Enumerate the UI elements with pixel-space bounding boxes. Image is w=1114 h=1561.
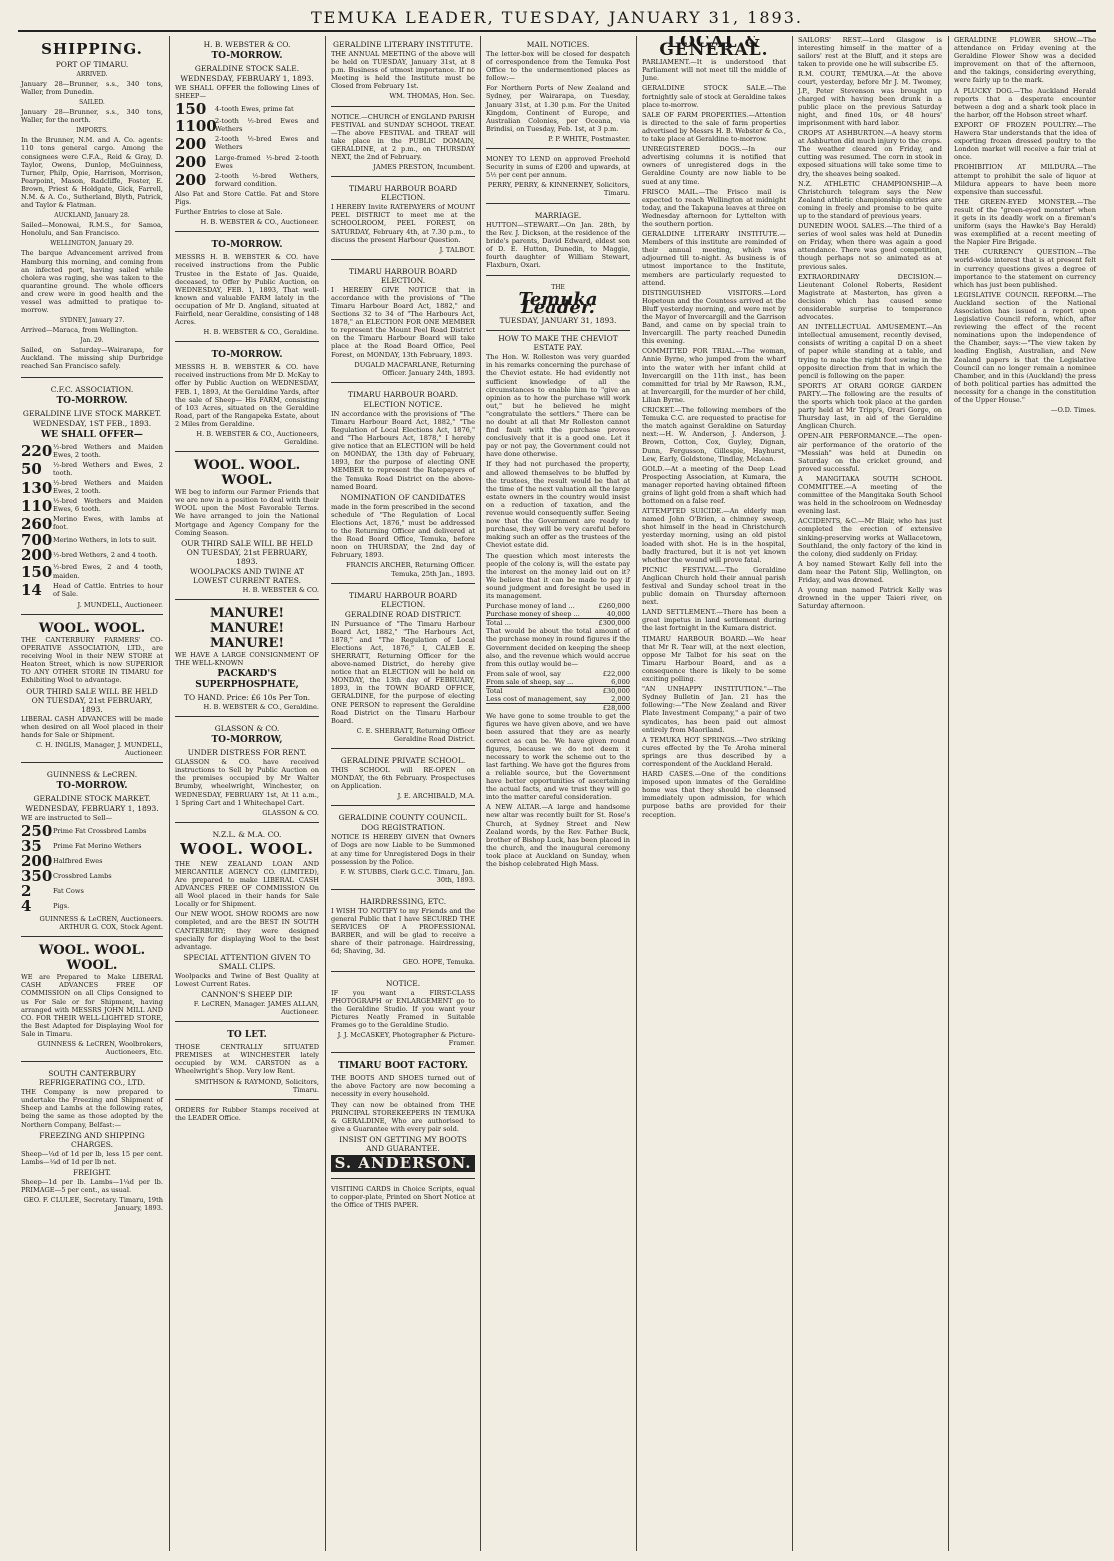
boot-signature: S. ANDERSON. [331,1155,475,1172]
lot-row: 130 ½-bred Wethers and Maiden Ewes, 2 tooth. [21,478,163,497]
news-item: ATTEMPTED SUICIDE.—An elderly man named John O'Brien, a chimney sweep, shot himself in the head in Christchurch yesterday morning, using an old pistol loaded with shot. He is in the hospital, badly fractured, but it is not yet known whether the wound will prove fatal. [642,507,786,564]
guinness-tomorrow: TO-MORROW. [56,780,128,791]
harbour1-title: TIMARU HARBOUR BOARD ELECTION. [348,184,458,203]
school-text: THIS SCHOOL will RE-OPEN on MONDAY, the 6th February. Prospectuses on Application. [331,766,475,791]
wool-title: WOOL. WOOL. [38,620,146,636]
webster-heading: H. B. WEBSTER & CO. [203,40,291,49]
nzl-advert [175,826,319,1022]
lot-row: 200 2-tooth ½-bred Wethers, forward condition. [175,171,319,190]
harbour3-title: TIMARU HARBOUR BOARD. [347,389,459,399]
news-item: "AN UNHAPPY INSTITUTION."—The Sydney Bulletin of Jan. 21 has the following:—"The New Zealand and River Plate Investment Company," a pair of two syndicates, has been paid out almost entirely from Maoriland. [642,685,786,734]
nzl-special: SPECIAL ATTENTION GIVEN TO SMALL CLIPS. [183,952,311,971]
harbour-election-1 [331,180,475,260]
freight-rates: Sheep—1d per lb. Lambs—1¼d per lb. PRIMAGE—5 per cent., as usual. [21,1177,163,1194]
news-item: THE CURRENCY QUESTION.—The world-wide interest that is at present felt in currency questions gives a degree of importance to the statement on currency which has just been published. [954,248,1096,289]
news-item: EXTRAORDINARY DECISION.—Lieutenant Colonel Roberts, Resident Magistrate at Masterton, has given a decision which has caused some considerable surprise to temperance advocates. [798,272,942,322]
jan29-text: Sailed, on Saturday—Wairarapa, for Auckland. The missing ship Durbridge reached San Francisco safely. [21,346,163,371]
lot-row: 220 ½-bred Wethers and Maiden Ewes, 2 tooth. [21,442,163,461]
webster-wool-title: WOOL. WOOL. WOOL. [193,458,301,489]
arrived-text: January 28—Brunner, s.s., 340 tons, Waller, from Dunedin. [21,80,163,97]
purchase-table [486,602,630,627]
table-row: From sale of wool, say £22,000 [486,669,630,678]
guinness-sale: GERALDINE STOCK MARKET. [33,793,151,803]
guinness-wool-text: WE are Prepared to Make LIBERAL CASH ADVANCES FREE OF COMMISSION on all Clips Consigned to us For Sale or for Shipment, having arranged with MESSRS JOHN MILL AND CO. FOR THEIR WELL-LIGHTED STORE, the Best Adapted for Displaying Wool for Sale in Timaru. [21,973,163,1038]
table-row: Total ... £300,000 [486,619,630,628]
literary-title: GERALDINE LITERARY INSTITUTE. [333,40,473,49]
news-item: OPEN-AIR PERFORMANCE.—The open-air performance of the oratorio of the "Messiah" was held at Dunedin on Saturday on the cricket ground, and proved successful. [798,432,942,473]
harbour1-signature: J. TALBOT. [439,245,475,254]
council-signature: F. W. STUBBS, Clerk G.C.C. Timaru, Jan. 30th, 1893. [340,867,475,884]
table-row: Total £30,000 [486,687,630,695]
jan29-dateline: Jan. 29. [80,337,104,345]
news-item: A boy named Stewart Kelly fell into the dam near the Patent Slip, Wellington, on Friday, and was drowned. [798,559,942,584]
glasson-signature: GLASSON & CO. [262,808,319,817]
manure-brand: PACKARD'S SUPERPHOSPHATE, [195,669,299,691]
lot-row: 35 Prime Fat Merino Wethers [21,837,142,856]
cfc-date: WEDNESDAY, 1ST FEB., 1893. [32,418,152,428]
orders-advert [175,1103,319,1128]
tolet-signature: SMITHSON & RAYMOND, Solicitors, Timaru. [194,1077,319,1094]
wool-text: THE CANTERBURY FARMERS' CO-OPERATIVE ASSOCIATION, LTD., are receiving Wool in their NEW STORE at Heaton Street, which is now SUPERIOR TO ANY OTHER STORE IN TIMARU for Exhibiting Wool to advantage. [21,635,163,685]
third-sale: OUR THIRD SALE WILL BE HELD ON TUESDAY, 21st FEBRUARY, 1893. [26,686,158,714]
nzl-heading: N.Z.L. & M.A. CO. [212,829,282,839]
imports-label: IMPORTS. [76,127,108,135]
masthead-rule [18,30,1096,32]
arrived-label: ARRIVED. [76,71,108,78]
glasson-sub: UNDER DISTRESS FOR RENT. [187,748,307,758]
glasson-tomorrow: TO-MORROW, [211,735,283,746]
cfc-tomorrow: TO-MORROW. [56,395,128,406]
leader-paragraph: The question which most interests the people of the colony is, will the estate pay the interest on the money laid out on it? We believe that it can be made to pay if sound judgment and foresight be used in its management. [486,551,630,600]
news-item: A young man named Patrick Kelly was drowned in the upper Taieri river, on Saturday afternoon. [798,586,942,611]
nzl-signature: F. LeCREN, Manager. JAMES ALLAN, Auctioneer. [193,1000,319,1017]
farm-tomorrow: TO-MORROW. [211,240,283,251]
boot-insist: INSIST ON GETTING MY BOOTS AND GUARANTEE. [339,1134,467,1153]
webster-also: Also Fat and Store Cattle. Fat and Store Pigs. [175,189,319,207]
marriage-text: HUTTON—STEWART.—On Jan. 28th, by the Rev. J. Dickson, at the residence of the bride's parents, David Edward, eldest son of D. E. Hutton, Dunedin, to Maggie, fourth daughter of William Stewart, Flaxburn, Oxari. [486,220,630,269]
webster-third-sale: OUR THIRD SALE WILL BE HELD ON TUESDAY, 21st FEBRUARY, 1893. [181,538,313,566]
refrigerating-advert [21,1065,163,1217]
news-item: A MANGITAKA SOUTH SCHOOL COMMITTEE.—A meeting of the committee of the Mangitaka South School was held in the schoolroom on Wednesday evening last. [798,474,942,516]
tolet-text: THOSE CENTRALLY SITUATED PREMISES at WINCHESTER lately occupied by W.M. CARSTON as a Wheelwright's Shop. Very low Rent. [175,1043,319,1076]
news-item: A TEMUKA HOT SPRINGS.—Two striking cures effected by the Te Aroha mineral springs are thus described by a correspondent of the Auckland Herald. [642,735,786,768]
lot-row: 110 ½-bred Wethers and Maiden Ewes, 6 tooth. [21,496,163,515]
news-item: GERALDINE FLOWER SHOW.—The attendance on Friday evening at the Geraldine Flower Show was a decided improvement on that of the afternoon, and the takings, considering everything, were fairly up to the mark. [954,36,1096,85]
harbour1-text: I HEREBY Invite RATEPAYERS of MOUNT PEEL DISTRICT to meet me at the SCHOOLROOM, PEEL FOREST, on SATURDAY, February 4th, at 7.30 p.m., to discuss the present Harbour Question. [331,203,475,244]
freezing-rates: Sheep—¼d of 1d per lb, less 15 per cent. Lambs—¼d of 1d per lb net. [21,1149,163,1166]
leader-paragraph: That would be about the total amount of the purchase money in round figures if the Government decided on keeping the sheep also, and the revenue which would accrue from this outlay would be— [486,627,630,668]
leader-article [486,334,630,868]
guinness-wool-signature: GUINNESS & LeCREN, Woolbrokers, Auctioneers, Etc. [37,1040,163,1057]
notice-title: NOTICE. [385,978,421,988]
column-notices [328,36,478,1551]
glasson-heading: GLASSON & CO. [214,724,280,734]
wellington-text: The barque Advancement arrived from Hamburg this morning, and coming from an infected port, having sailed while cholera was raging, she was taken to the quarantine ground. The whole officers and crew were in good health and the vessel was admitted to pratique to-morrow. [21,249,163,315]
lot-row: 50 ½-bred Wethers and Ewes, 2 tooth. [21,460,163,479]
cfc-signature: J. MUNDELL, Auctioneer. [77,600,163,609]
manure-advert [175,603,319,717]
mckay-text: MESSRS H. B. WEBSTER & CO. have received instructions from Mr D. McKay to offer by Public Auction on WEDNESDAY, FEB. 1, 1893, At the Geraldine Yards, after the sale of Sheep— His FARM, consisting of 103 Acres, situated on the Geraldine Road, part of the Rangapeka Estate, about 2 Miles from Geraldine. [175,363,319,428]
webster-signature: H. B. WEBSTER & CO., Auctioneer. [200,218,319,227]
news-item: N.Z. ATHLETIC CHAMPIONSHIP.—A Christchurch telegram says the New Zealand athletic championship entries are coming in freely and promise to be quite up to the standard of previous years. [798,179,942,220]
lot-row: 700 Merino Wethers, in lots to suit. [21,531,157,550]
webster-date: WEDNESDAY, FEBRUARY 1, 1893. [180,74,314,83]
cfc-heading: C.F.C. ASSOCIATION. [50,384,134,394]
news-item: CRICKET.—The following members of the Temuka C.C. are requested to practise for the match against Geraldine on Saturday next:—H. W. Anderson, J. Anderson, J. Brown, Cotton, Cox, Guyley, Dignan, Dunn, Fergusson, Gillespie, Hayhurst, Lew, Early, Goldstone, Tindlay, McLean. [642,406,786,463]
money-text: MONEY TO LEND on approved Freehold Security in sums of £200 and upwards, at 5½ per cent per annum. [486,155,630,180]
lot-row: 150 4-tooth Ewes, prime fat [175,100,294,119]
lot-row: 350 Crossbred Lambs [21,867,112,886]
farm-text: MESSRS H. B. WEBSTER & CO. have received instructions from the Public Trustee in the Estate of Jas. Quaide, deceased, to Offer by Public Auction, on WEDNESDAY, FEB. 1, 1893, That well-known and valuable FARM lately in the occupation of Mr D. Angland, situated at Fairfield, near Geraldine, consisting of 148 Acres. [175,253,319,327]
harbour2-signature: DUGALD MACFARLANE, Returning Officer. January 24th, 1893. [354,360,475,377]
marriage-title: MARRIAGE. [534,210,582,220]
webster-offer: WE SHALL OFFER the following Lines of SHEEP— [175,84,319,101]
manure-title: MANURE! MANURE! MANURE! [209,605,285,651]
column-leader [483,36,633,1551]
lot-row: 200 Halfbred Ewes [21,852,103,871]
hair-title: HAIRDRESSING, ETC. [359,896,447,906]
hairdressing-advert [331,893,475,972]
liberal-text: LIBERAL CASH ADVANCES will be made when desired on all Wool placed in their hands for Sale or Shipment. [21,714,163,739]
visiting-cards-advert [331,1182,475,1215]
nameplate-title: Temuka Leader. [518,289,598,319]
guinness-heading: GUINNESS & LeCREN. [46,769,138,779]
column-news-continued [795,36,945,1551]
shipping-title: SHIPPING. [41,40,143,58]
guinness-wool-advert [21,940,163,1062]
nameplate-the: THE [551,284,565,292]
nameplate-date: TUESDAY, JANUARY 31, 1893. [499,316,617,326]
news-item: COMMITTED FOR TRIAL.—The woman, Annie Byrne, who jumped from the wharf into the water with her infant child at Invercargill on the 11th inst., has been committed for trial by Mr Rawson, R.M., at Invercargill, for the murder of her child, Lilian Byrne. [642,347,786,404]
lot-row: 260 Merino Ewes, with lambs at foot. [21,514,163,533]
table-row: Less cost of management, say 2,000 [486,695,630,704]
mckay-tomorrow: TO-MORROW. [211,350,283,361]
guinness-wool-title: WOOL. WOOL. WOOL. [38,943,146,974]
hair-signature: GEO. HOPE, Temuka. [402,957,475,966]
visiting-text: VISITING CARDS in Choice Scripts, equal to copper-plate, Printed on Short Notice at the Office of THIS PAPER. [331,1184,475,1210]
column-divider [325,36,326,1551]
literary-signature: WM. THOMAS, Hon. Sec. [389,92,475,101]
column-local-general [639,36,789,1551]
farm-signature: H. B. WEBSTER & CO., Geraldine. [203,328,319,337]
news-item: UNREGISTERED DOGS.—In our advertising columns it is notified that owners of unregistered dogs in the Geraldine County are now liable to be sued at any time. [642,145,786,186]
source-credit: —O.D. Times. [1050,406,1096,415]
manure-signature: H. B. WEBSTER & CO., Geraldine. [203,703,319,712]
lot-row: 200 ½-bred Wethers, 2 and 4 tooth. [21,546,158,565]
cannon-dip: CANNON'S SHEEP DIP. [201,990,293,999]
table-row: From sale of sheep, say ... 6,000 [486,677,630,686]
news-item: PICNIC FESTIVAL.—The Geraldine Anglican Church hold their annual parish festival and Sunday school treat in the public domain on Thursday afternoon next. [642,565,786,607]
harbour2-title: TIMARU HARBOUR BOARD ELECTION. [348,266,458,285]
manure-text: WE HAVE A LARGE CONSIGNMENT OF THE WELL-KNOWN [175,650,319,667]
boot-title: TIMARU BOOT FACTORY. [338,1061,468,1072]
news-item: LEGISLATIVE COUNCIL REFORM.—The Auckland section of the National Association has issued a report upon Legislative Council reform, which, after reviewing the effect of the recent nominations upon the independence of the Chamber, says:—"The view taken by leading English, Australian, and New Zealand papers is that the Legislative Council can no longer remain a nominee Chamber, and in this (Auckland) the press of both political parties has admitted the necessity for a change in the constitution of the Upper House." [954,290,1096,405]
cfc-list [21,443,163,600]
auckland-dateline: AUCKLAND, January 28. [54,212,130,220]
webster-entries: Further Entries to close at Sale. [175,208,283,217]
column-shipping [18,36,166,1551]
nomination-heading: NOMINATION OF CANDIDATES [340,492,466,502]
council-sub: DOG REGISTRATION. [361,823,445,833]
table-row: Purchase money of sheep ... 40,000 [486,610,630,619]
leader-paragraph: If they had not purchased the property, and allowed themselves to be bluffed by the trustees, the result would be that at the time of the next valuation all the large estate owners in the country would insist on a reduction of taxation, and the revenue would consequently suffer. Seeing now that the Government are ready to purchase, they will be very careful before making such an offer as the trustees of the Cheviot estate did. [486,460,630,550]
mckay-signature: H. B. WEBSTER & CO., Auctioneers, Geraldine. [196,430,319,447]
lot-row: 14 Head of Cattle. Entries to hour of Sale. [21,581,163,600]
school-title: GERALDINE PRIVATE SCHOOL. [340,756,466,765]
mail-signature: P. P. WHITE, Postmaster. [548,134,630,143]
cfc-sale: GERALDINE LIVE STOCK MARKET. [22,408,162,418]
news-item: GERALDINE STOCK SALE.—The fortnightly sale of stock at Geraldine takes place to-morrow. [642,84,786,109]
refrigerating-text: THE Company is now prepared to undertake the Freezing and Shipment of Sheep and Lambs at the following rates, being the same as those adopted by the Northern Company, Belfast:— [21,1088,163,1129]
sydney-dateline: SYDNEY, January 27. [59,317,125,325]
news-item: DUNEDIN WOOL SALES.—The third of a series of wool sales was held at Dunedin on Friday, when there was again a good attendance. There was good competition, though perhaps not so animated as at previous sales. [798,222,942,271]
news-item: FRISCO MAIL.—The Frisco mail is expected to reach Wellington at midnight today, and the Takapuna leaves at three on Wednesday afternoon for Lyttelton with the southern portion. [642,187,786,228]
news-item: PROHIBITION AT MILDURA.—The attempt to prohibit the sale of liquor at Mildura appears to have been more expensive than successful. [954,163,1096,196]
webster-tomorrow: TO-MORROW. [211,51,283,61]
masthead-title: TEMUKA LEADER, TUESDAY, JANUARY 31, 1893. [310,8,803,27]
boot-text: THE BOOTS AND SHOES turned out of the above Factory are now becoming a necessity in every household. [331,1074,475,1099]
guinness-signature: GUINNESS & LeCREN, Auctioneers. ARTHUR G. COX, Stock Agent. [39,915,163,932]
council-title: GERALDINE COUNTY COUNCIL. [338,813,468,823]
glasson-advert [175,720,319,823]
nzl-wool-title: WOOL. WOOL. [180,839,314,858]
news-item: GOLD.—At a meeting of the Deep Lead Prospecting Association, at Kumara, the manager reported having obtained fifteen grains of light gold from a shaft which had bottomed on a false reef. [642,464,786,506]
school-signature: J. E. ARCHIBALD, M.A. [397,792,475,801]
freezing-sub: FREEZING AND SHIPPING CHARGES. [39,1130,145,1149]
mail-text: The letter-box will be closed for despatch of correspondence from the Temuka Post Office to the undermentioned places as follow:— [486,50,630,83]
guinness-advert [21,766,163,937]
hair-text: I WISH TO NOTIFY to my Friends and the general Public that I have SECURED THE SERVICES OF A PROFESSIONAL BARBER, and will be glad to receive a share of their patronage. Hairdressing, 6d; Shaving, 3d. [331,906,475,956]
glasson-text: GLASSON & CO. have received instructions to Sell by Public Auction on the premises occupied by Mr Walter Brumby, wheelwright, Winchester, on WEDNESDAY, FEBRUARY 1st, At 11 a.m., 1 Spring Cart and 1 Whitechapel Cart. [175,758,319,807]
news-item: ACCIDENTS, &C.—Mr Blair, who has just completed the erection of extensive sinking-preserving works at Wallacetown, Southland, the only factory of the kind in the colony, died suddenly on Friday. [798,517,942,558]
column-webster [172,36,322,1551]
church-signature: JAMES PRESTON, Incumbent. [373,163,475,172]
notice-signature: J. J. McCASKEY, Photographer & Picture-Framer. [337,1031,475,1048]
leader-title: HOW TO MAKE THE CHEVIOT ESTATE PAY. [498,334,618,353]
cfc-wool-advert [21,618,163,763]
notice-text: IF you want a FIRST-CLASS PHOTOGRAPH or ENLARGEMENT go to the Geraldine Studio. If you want your Pictures Neatly Framed in Suitable Frames go to the Geraldine Studio. [331,988,475,1029]
tolet-title: TO LET. [227,1030,267,1041]
wool-signature: C. H. INGLIS, Manager, J. MUNDELL, Auctioneer. [36,740,163,757]
geraldine-road-election [331,587,475,749]
gr-title: TIMARU HARBOUR BOARD ELECTION. [348,590,458,609]
column-divider [480,36,481,1551]
webster-wool-signature: H. B. WEBSTER & CO. [242,585,319,594]
lot-row: 150 ½-bred Ewes, 2 and 4 tooth, maiden. [21,563,163,582]
lot-row: 1100 2-tooth ½-bred Ewes and Wethers [175,116,319,135]
masthead [0,0,1114,26]
news-item: SALE OF FARM PROPERTIES.—Attention is directed to the sale of farm properties advertised by Messrs H. B. Webster & Co., to take place at Geraldine to-morrow. [642,110,786,144]
table-row: Purchase money of land ... £260,000 [486,602,630,611]
private-school-advert [331,752,475,806]
local-general-title: LOCAL & GENERAL. [659,36,769,61]
news-item: HARD CASES.—One of the conditions imposed upon inmates of the Geraldine home was that they should be cleansed immediately upon admission, for which purpose baths are provided for their reception. [642,770,786,819]
refrigerating-title: SOUTH CANTERBURY REFRIGERATING CO., LTD. [38,1069,146,1088]
news-item: LAND SETTLEMENT.—There has been a great impetus in land settlement during the last fortnight in the Kumara district. [642,608,786,633]
nzl-text: THE NEW ZEALAND LOAN AND MERCANTILE AGENCY CO. (LIMITED), Are prepared to make LIBERAL CASH ADVANCES FREE OF COMMISSION On all Wool placed in their hands for Sale Locally or for Shipment. [175,859,319,909]
manure-price: TO HAND. Price: £6 10s Per Ton. [183,693,311,703]
leader-paragraph: A NEW ALTAR.—A large and handsome new altar was recently built for St. Rose's Church, at Sydney Street and New Zealand words, by the Rev. Father Buck, brother of Bishop Luck, has been placed in the church, and the inaugural ceremony took place at Auckland on Sunday, when the bishop celebrated High Mass. [486,803,630,868]
harbour3-sub: ELECTION NOTICE. [363,399,443,409]
leader-paragraph: The Hon. W. Rolleston was very guarded in his remarks concerning the purchase of the Cheviot estate. He had evidently not sufficient knowledge of all the circumstances to enable him to "give an opinion as to how the purchase will work out," but he believed he might "congratulate the settlers." There can be no doubt at all that Mr Rolleston cannot find fault with the purchase proves conclusively that it is a good one. Let it pay or not pay, the Government could not have done otherwise. [486,353,630,459]
orders-text: ORDERS for Rubber Stamps received at the LEADER Office. [175,1105,319,1122]
nzl-text2: Our NEW WOOL SHOW ROOMS are now completed, and are the BEST IN SOUTH CANTERBURY; they were designed specially for displaying Wool to the best advantage. [175,910,319,951]
freight-label: FREIGHT. [72,1167,112,1177]
leader-paragraph: We have gone to some trouble to get the figures we have given above, and we have been assured that they are as nearly correct as can be. We have given round figures, because we do not deem it necessary to work the scheme out to the last farthing. We have got the figures from a reliable source, but the Government have better opportunities of ascertaining the actual facts, and we trust they will go into the matter careful consideration. [486,712,630,802]
boot-factory-advert [331,1056,475,1179]
lot-row: 2 Fat Cows [21,882,84,901]
council-text: NOTICE IS HEREBY GIVEN that Owners of Dogs are now Liable to be Summoned at any time for Unregistered Dogs in their possession by the Police. [331,833,475,866]
revenue-table [486,670,630,712]
sailed-text: January 28—Brunner, s.s., 340 tons, Waller, for the north. [21,108,163,125]
tolet-advert [175,1025,319,1100]
column-divider [948,36,949,1551]
marriage-notice [486,207,630,277]
gr-signature: C. E. SHERRATT, Returning Officer Geraldine Road District. [356,726,475,743]
money-advert [486,152,630,203]
lot-row: 200 Large-framed ½-bred 2-tooth Ewes [175,153,319,172]
paper-nameplate [486,279,630,331]
mckay-sale-advert [175,345,319,452]
mail-text2: For Northern Ports of New Zealand and Sydney, per Wairarapa, on Tuesday, January 31st, at 1.30 p.m. For the United Kingdom, Continent of Europe, and Australian Colonies, per Oceana, via Brindisi, on Tuesday, Feb. 1st, at 3 p.m. [486,84,630,133]
lot-row: 4 Pigs. [21,897,70,916]
photo-notice [331,975,475,1054]
news-item: CROPS AT ASHBURTON.—A heavy storm at Ashburton did much injury to the crops. The weather cleared on Friday, and cutting was resumed. The corn in stook in exposed situations will take some time to dry, the sheaves being soaked. [798,129,942,178]
farm-sale-advert [175,235,319,342]
woolpacks: WOOLPACKS AND TWINE AT LOWEST CURRENT RATES. [189,566,305,585]
church-notice [331,110,475,178]
gr-sub: GERALDINE ROAD DISTRICT. [344,609,462,619]
auckland-text: Sailed—Monowai, R.M.S., for Samoa, Honolulu, and San Francisco. [21,221,163,238]
cfc-advert [21,381,163,615]
table-row: £28,000 [486,703,630,712]
cfc-offer: WE SHALL OFFER— [41,429,143,440]
imports-text: In the Brunner, N.M. and A. Co. agents: 110 tons general cargo. Among the consignees were C.F.A., Reid & Gray, D. Taylor, Owens, Dunlop, McGuinness, Turner, Philp, Opie, Harrison, Morrison, Pearpoint, Mason, Radcliffe, Foster, E. Brown, Priest & Holdgate, Gick, Farrell, N.M. & A. Co., Sutherland, Blyth, Patrick, and Taylor & Flatman. [21,136,163,210]
guinness-intro: WE are instructed to Sell— [21,813,113,822]
mail-title: MAIL NOTICES. [526,40,590,49]
lot-row: 250 Prime Fat Crossbred Lambs [21,822,147,841]
nzl-packs: Woolpacks and Twine of Best Quality at Lowest Current Rates. [175,971,319,988]
wellington-dateline: WELLINGTON, January 29. [50,240,134,248]
sailed-label: SAILED. [79,99,105,107]
harbour2-text: I HEREBY GIVE NOTICE that in accordance with the provisions of "The Timaru Harbour Board Act, 1882," and Sections 32 to 34 of "The Harbours Act, 1878," an ELECTION FOR ONE MEMBER to represent the Mount Peel Road District on the Timaru Harbour Board will take place at the Road Board Office, Peel Forest, on MONDAY, 13th February, 1893. [331,285,475,359]
harbour3-signature: FRANCIS ARCHER, Returning Officer. Temuka, 25th Jan., 1893. [346,561,475,578]
guinness-date: WEDNESDAY, FEBRUARY 1, 1893. [25,803,159,813]
lot-row: 200 2-tooth ½-bred Ewes and Wethers [175,134,319,153]
column-divider [792,36,793,1551]
church-text: NOTICE.—CHURCH of ENGLAND PARISH FESTIVAL and SUNDAY SCHOOL TREAT.—The above FESTIVAL and TREAT will take place in the PUBLIC DOMAIN, GERALDINE, at 2 p.m., on THURSDAY NEXT, the 2nd of February. [331,112,476,162]
money-signature: PERRY, PERRY, & KINNERNEY, Solicitors, Timaru. [487,181,630,198]
news-item: SAILORS' REST.—Lord Glasgow is interesting himself in the matter of a sailors' rest at the Bluff, and it steps are taken to provide one he will subscribe £5. [798,36,942,69]
column-divider [636,36,637,1551]
shipping-section [21,36,163,378]
harbour-election-2 [331,263,475,383]
boot-text2: They can now be obtained from THE PRINCIPAL STOREKEEPERS IN TEMUKA & GERALDINE, Who are authorised to give a Guarantee with every pair sold. [331,1100,475,1133]
nomination-text: made in the form prescribed in the second schedule of "The Regulation of Local Elections Act, 1876," must be addressed to the Returning Officer and delivered at the Road Board Office, Temuka, before noon on THURSDAY, the 2nd day of February, 1893. [331,502,475,560]
news-item: SPORTS AT ORARI GORGE GARDEN PARTY.—The following are the results of the sports which took place at the garden party held at Mr Tripp's, Orari Gorge, on Thursday last, in aid of the Geraldine Anglican Church. [798,381,942,431]
literary-institute-advert [331,36,475,107]
literary-text: THE ANNUAL MEETING of the above will be held on TUESDAY, January 31st, at 8 p.m. Business of utmost importance. If no Meeting is held the Institute must be Closed from February 1st. [331,50,475,91]
news-item: AN INTELLECTUAL AMUSEMENT.—An intellectual amusement, recently devised, consists of writing a capital D on a sheet of paper while standing at a table, and trying to make the right foot swing in the opposite direction from that in which the pencil is following on the paper. [798,323,942,380]
news-item: PARLIAMENT.—It is understood that Parliament will not meet till the middle of June. [642,58,786,83]
news-item: A PLUCKY DOG.—The Auckland Herald reports that a desperate encounter between a dog and a shark took place in the harbor, off the Hobson street wharf. [954,86,1096,119]
news-item: DISTINGUISHED VISITORS.—Lord Hopetoun and the Countess arrived at the Bluff yesterday morning, and were met by the Mayor of Invercargill and the Garrison Band, and came on by special train to Invercargill. The party reached Dunedin this evening. [642,288,786,346]
port-heading: PORT OF TIMARU. [55,60,129,69]
mail-notices [486,36,630,149]
webster-wool-advert [175,455,319,600]
webster-sale: GERALDINE STOCK SALE. [194,64,300,73]
news-item: THE GREEN-EYED MONSTER.—The result of the "green-eyed monster" when it gets in its deadly work on a fireman's uniform (says the Hawke's Bay Herald) was exemplified at a recent meeting of the Napier Fire Brigade. [954,197,1096,247]
sydney-text: Arrived—Maraca, from Wellington. [21,326,139,335]
column-news-final [951,36,1099,1551]
news-item: GERALDINE LITERARY INSTITUTE.—Members of this institute are reminded of their annual meeting, which was adjourned till to-night. As business is of utmost importance to the Institute, members are particularly requested to attend. [642,230,786,287]
refrigerating-signature: GEO. F. CLULEE, Secretary. Timaru, 19th January, 1893. [23,1196,163,1213]
webster-stock-advert [175,36,319,232]
harbour-election-3 [331,386,475,584]
webster-wool-text: WE beg to inform our Farmer Friends that we are now in a position to deal with their WOOL upon the Most Favorable Terms. We have arranged to join the National Mortgage and Agency Company for the Coming Season. [175,488,319,537]
column-divider [169,36,170,1551]
gr-text: IN Pursuance of "The Timaru Harbour Board Act, 1882," "The Harbours Act, 1878," and "The Regulation of Local Elections Act, 1876," I, CALEB E. SHERRATT, Returning Officer for the above-named District, do hereby give notice that an ELECTION will be held on MONDAY, the 13th day of FEBRUARY, 1893, in the TOWN BOARD OFFICE, GERALDINE, for the purpose of electing ONE PERSON to represent the Geraldine Road District on the Timaru Harbour Board. [331,619,475,725]
news-item: TIMARU HARBOUR BOARD.—We hear that Mr R. Tear will, at the next election, oppose Mr Talbot for his seat on the Timaru Harbour Board, and as a consequence there is likely to be some exciting polling. [642,634,786,684]
news-item: EXPORT OF FROZEN POULTRY.—The Hawera Star understands that the idea of exporting frozen dressed poultry to the London market will receive a fair trial at once. [954,120,1096,162]
county-council-notice [331,809,475,890]
news-item: R.M. COURT, TEMUKA.—At the above court, yesterday, before Mr J. M. Twomey, J.P., Peter Stevenson was brought up charged with having been drunk in a public place on the previous Saturday night, and fined 10s, or 48 hours' imprisonment with hard labor. [798,70,942,127]
harbour3-text: IN accordance with the provisions of "The Timaru Harbour Board Act, 1882," "The Regulation of Local Elections Act, 1876," and "The Harbours Act, 1878," I hereby give notice that an ELECTION will be held on MONDAY, the 13th day of February, 1893, for the purpose of electing ONE MEMBER to represent the Ratepayers of the Temuka Road District on the above-named Board. [331,409,475,491]
